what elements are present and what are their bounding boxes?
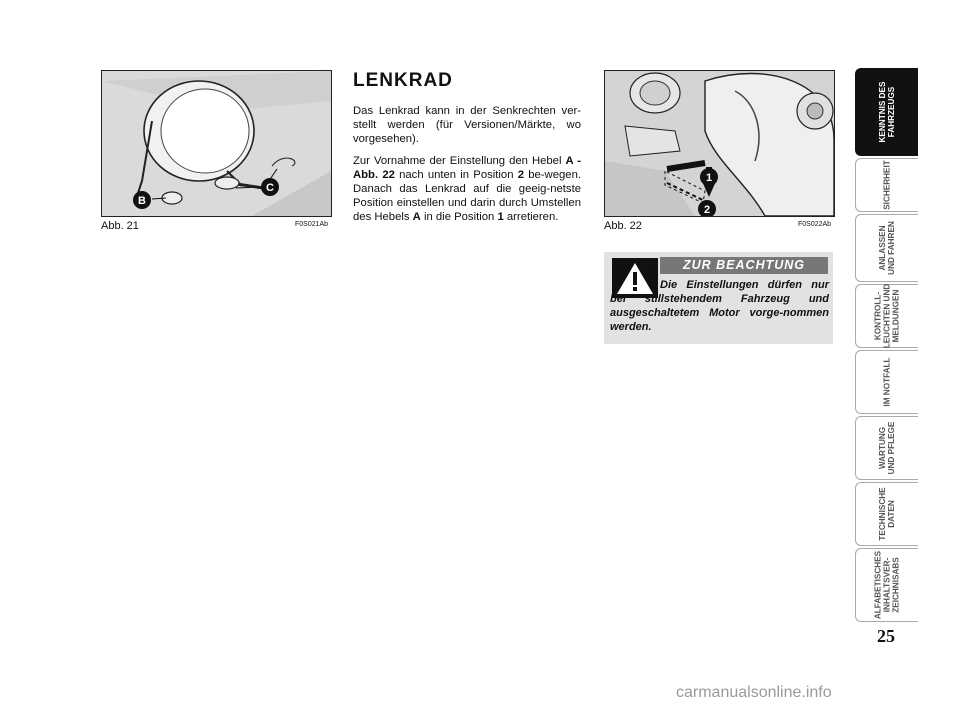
steering-column-drawing (102, 71, 331, 216)
tab-im-notfall[interactable] (855, 350, 918, 414)
tab-label: ALFABETISCHES INHALTSVER- ZEICHNISABS (873, 550, 901, 620)
callout-1 (700, 168, 718, 186)
tab-label: SICHERHEIT (882, 160, 892, 210)
tab-wartung-und-pflege[interactable] (855, 416, 918, 480)
tab-label: KENNTNIS DES FAHRZEUGS (878, 81, 896, 143)
svg-text:2: 2 (703, 204, 711, 216)
figure-21-code: F0S021Ab (295, 221, 329, 228)
figure-22-code: F0S022Ab (798, 221, 832, 228)
svg-text:C: C (266, 182, 274, 194)
steering-wheel-lever-drawing (605, 71, 834, 216)
figure-21-caption: Abb. 21 (101, 220, 139, 232)
warning-box (604, 252, 833, 344)
watermark: carmanualsonline.info (676, 684, 832, 701)
tab-technische-daten[interactable] (855, 482, 918, 546)
svg-text:B: B (138, 195, 146, 207)
callout-c (261, 178, 279, 196)
section-title: LENKRAD (353, 70, 453, 91)
figure-21-illustration (101, 70, 332, 217)
callout-b (133, 191, 151, 209)
tab-alfabetisches-inhaltsverzeichnis[interactable] (855, 548, 918, 622)
warning-heading: ZUR BEACHTUNG (660, 257, 828, 274)
warning-text: Die Einstellungen dürfen nur bei stillstehendem Fahrzeug und ausgeschaltetem Motor vorge-nommen werden. (610, 279, 829, 333)
tab-kontrollleuchten-und-meldungen[interactable] (855, 284, 918, 348)
svg-text:1: 1 (705, 172, 713, 184)
tab-label: TECHNISCHE DATEN (878, 487, 896, 541)
tab-label: KONTROLL- LEUCHTEN UND MELDUNGEN (873, 283, 901, 349)
figure-22-caption: Abb. 22 (604, 220, 642, 232)
figure-22-illustration (604, 70, 835, 217)
page-number: 25 (877, 626, 895, 646)
tab-label: IM NOTFALL (882, 357, 892, 407)
section-body (353, 104, 581, 232)
tab-label: WARTUNG UND PFLEGE (878, 421, 896, 475)
tab-sicherheit[interactable] (855, 158, 918, 212)
paragraph-2: Zur Vornahme der Einstellung den Hebel A - Abb. 22 nach unten in Position 2 be-wegen. Danach das Lenkrad auf die geeig-netste Position einstellen und darin durch Umstellen des Hebels A in die Position 1 arretieren. (353, 155, 581, 223)
tab-label: ANLASSEN UND FAHREN (878, 221, 896, 275)
tab-kenntnis-des-fahrzeugs[interactable] (855, 68, 918, 156)
paragraph-1: Das Lenkrad kann in der Senkrechten ver-stellt werden (für Versionen/Märkte, wo vorgesehen). (353, 105, 581, 145)
tab-anlassen-und-fahren[interactable] (855, 214, 918, 282)
